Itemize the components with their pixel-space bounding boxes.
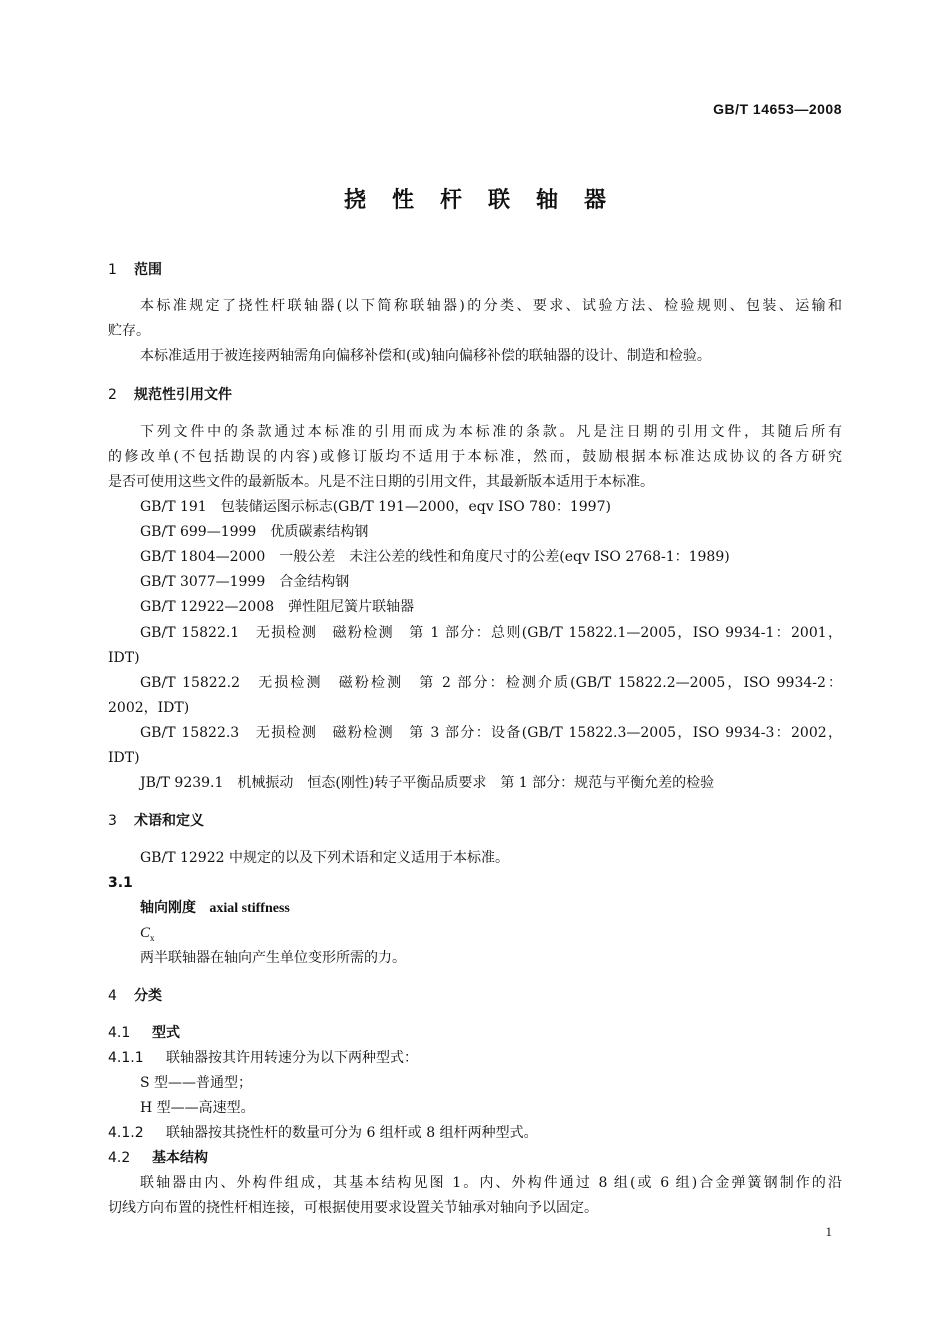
reference-item: GB/T 3077—1999 合金结构钢 xyxy=(140,574,350,590)
paragraph-line: 贮存。 xyxy=(108,323,150,339)
section-number: 3 xyxy=(108,813,117,829)
type-item: S 型——普通型； xyxy=(140,1075,253,1091)
section-number: 1 xyxy=(108,262,117,278)
section-2-heading xyxy=(108,386,842,404)
subsection-number: 3.1 xyxy=(108,875,133,891)
section-3-heading xyxy=(108,812,842,830)
paragraph-line: 联轴器由内、外构件组成，其基本结构见图 1。内、外构件通过 8 组(或 6 组)合金弹簧钢制作的沿 xyxy=(140,1175,842,1191)
term-entry xyxy=(140,899,842,918)
reference-item: GB/T 191 包装储运图示标志(GB/T 191—2000，eqv ISO 780：1997) xyxy=(140,499,611,515)
term-definition: 两半联轴器在轴向产生单位变形所需的力。 xyxy=(140,950,406,966)
section-number: 4 xyxy=(108,988,117,1004)
clause-number: 4.1.1 xyxy=(108,1050,144,1066)
section-title: 范围 xyxy=(134,262,162,278)
paragraph-line: GB/T 12922 中规定的以及下列术语和定义适用于本标准。 xyxy=(140,850,509,866)
section-title: 术语和定义 xyxy=(134,813,204,829)
reference-item: GB/T 15822.3 无损检测 磁粉检测 第 3 部分：设备(GB/T 15822.3—2005，ISO 9934-3：2002， xyxy=(140,725,842,741)
section-1-heading xyxy=(108,261,842,279)
clause-text: 联轴器按其挠性杆的数量可分为 6 组杆或 8 组杆两种型式。 xyxy=(166,1125,538,1141)
term-english: axial stiffness xyxy=(209,901,290,916)
reference-item-cont: IDT) xyxy=(108,650,140,666)
clause-text: 联轴器按其许用转速分为以下两种型式： xyxy=(166,1050,418,1066)
reference-item: GB/T 699—1999 优质碳素结构钢 xyxy=(140,524,369,540)
paragraph-line: 是否可使用这些文件的最新版本。凡是不注日期的引用文件，其最新版本适用于本标准。 xyxy=(108,474,654,490)
subsection-title: 型式 xyxy=(152,1025,180,1041)
term-chinese: 轴向刚度 xyxy=(140,900,196,916)
symbol-letter: C xyxy=(140,925,151,941)
subsection-4-1-heading xyxy=(108,1024,842,1042)
section-number: 2 xyxy=(108,387,117,403)
subsection-4-2-heading xyxy=(108,1149,842,1167)
subsection-title: 基本结构 xyxy=(152,1150,208,1166)
section-title: 分类 xyxy=(134,988,162,1004)
document-title: 挠性杆联轴器 xyxy=(343,188,632,213)
type-item: H 型——高速型。 xyxy=(140,1100,255,1116)
subsection-number: 4.2 xyxy=(108,1150,131,1166)
reference-item: GB/T 15822.1 无损检测 磁粉检测 第 1 部分：总则(GB/T 15822.1—2005，ISO 9934-1：2001， xyxy=(140,625,842,641)
section-4-heading xyxy=(108,987,842,1005)
reference-item: GB/T 1804—2000 一般公差 未注公差的线性和角度尺寸的公差(eqv ISO 2768-1：1989) xyxy=(140,549,730,565)
clause-4-1-2 xyxy=(108,1124,842,1142)
paragraph-line: 本标准适用于被连接两轴需角向偏移补偿和(或)轴向偏移补偿的联轴器的设计、制造和检验。 xyxy=(140,348,711,364)
term-symbol xyxy=(140,924,842,947)
reference-item-cont: IDT) xyxy=(108,750,140,766)
reference-item: GB/T 12922—2008 弹性阻尼簧片联轴器 xyxy=(140,599,415,615)
reference-item: GB/T 15822.2 无损检测 磁粉检测 第 2 部分：检测介质(GB/T 15822.2—2005，ISO 9934-2： xyxy=(140,675,842,691)
page-number: 1 xyxy=(825,1224,832,1239)
reference-item-cont: 2002，IDT) xyxy=(108,700,190,716)
clause-4-1-1 xyxy=(108,1049,842,1067)
section-title: 规范性引用文件 xyxy=(134,387,232,403)
clause-number: 4.1.2 xyxy=(108,1125,144,1141)
paragraph-line: 本标准规定了挠性杆联轴器(以下简称联轴器)的分类、要求、试验方法、检验规则、包装、运输和 xyxy=(140,298,842,314)
paragraph-line: 下列文件中的条款通过本标准的引用而成为本标准的条款。凡是注日期的引用文件，其随后所有 xyxy=(140,424,842,440)
paragraph-line: 的修改单(不包括勘误的内容)或修订版均不适用于本标准，然而，鼓励根据本标准达成协议的各方研究 xyxy=(108,449,842,465)
standard-number: GB/T 14653—2008 xyxy=(713,101,842,117)
subsection-number: 4.1 xyxy=(108,1025,131,1041)
symbol-subscript: x xyxy=(150,933,155,943)
paragraph-line: 切线方向布置的挠性杆相连接，可根据使用要求设置关节轴承对轴向予以固定。 xyxy=(108,1200,598,1216)
reference-item: JB/T 9239.1 机械振动 恒态(刚性)转子平衡品质要求 第 1 部分：规范与平衡允差的检验 xyxy=(140,775,715,791)
